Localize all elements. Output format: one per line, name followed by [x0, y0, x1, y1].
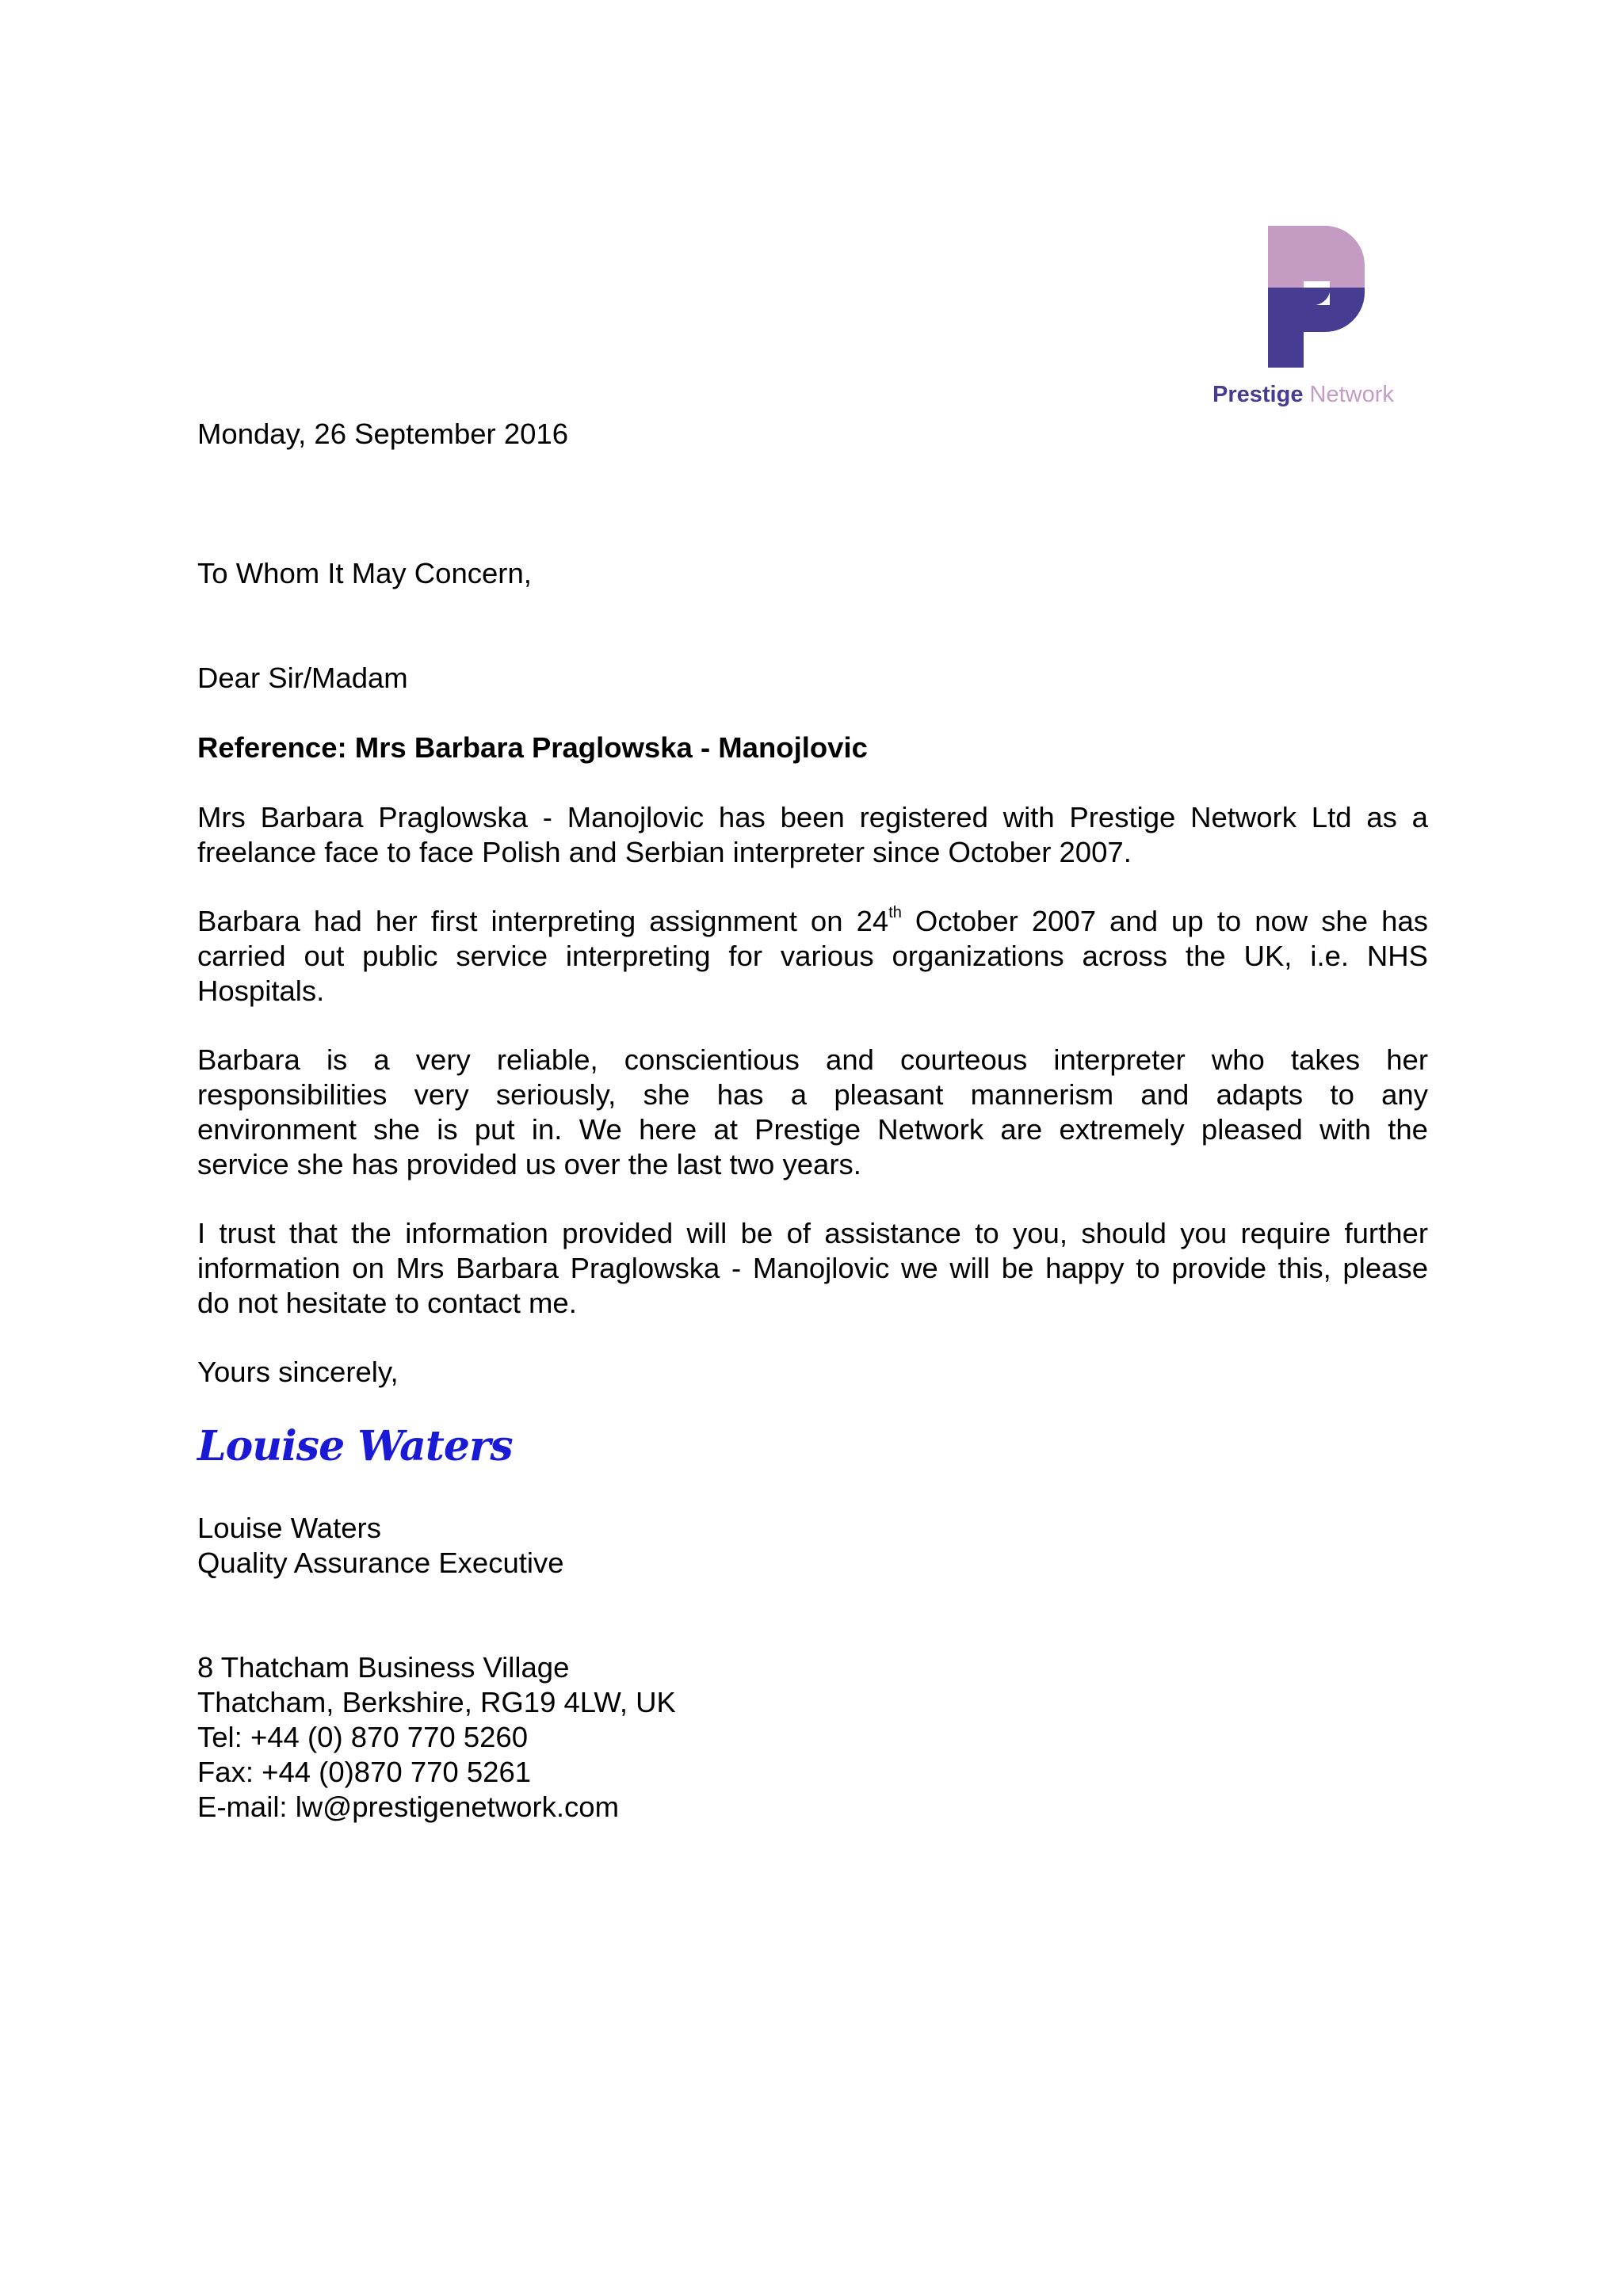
paragraph-line: freelance face to face Polish and Serbian interpreter since October 2007.	[197, 836, 1132, 868]
paragraph-4	[197, 1216, 1428, 1321]
paragraph-line: I trust that the information provided will be of assistance to you, should you require further	[197, 1217, 1428, 1249]
p-monogram-icon	[1268, 226, 1371, 368]
signatory-title: Quality Assurance Executive	[197, 1547, 564, 1579]
paragraph-line	[197, 904, 1428, 939]
general-salutation: To Whom It May Concern,	[197, 557, 532, 589]
paragraph-line: responsibilities very seriously, she has a pleasant mannerism and adapts to any	[197, 1078, 1428, 1111]
paragraph-line: carried out public service interpreting for various organizations across the UK, i.e. NHS	[197, 940, 1428, 972]
text-segment: Barbara had her first interpreting assignment on 24	[197, 905, 889, 937]
signatory-name: Louise Waters	[197, 1512, 381, 1544]
email: E-mail: lw@prestigenetwork.com	[197, 1791, 619, 1823]
paragraph-1	[197, 800, 1428, 870]
telephone: Tel: +44 (0) 870 770 5260	[197, 1721, 529, 1753]
logo-word-prestige: Prestige	[1212, 382, 1304, 407]
handwritten-signature: Louise Waters	[197, 1422, 513, 1470]
address-line-1: 8 Thatcham Business Village	[197, 1651, 570, 1684]
paragraph-line: service she has provided us over the last two years.	[197, 1148, 861, 1180]
logo-word-network: Network	[1309, 382, 1394, 407]
ordinal-suffix: th	[888, 903, 902, 921]
address-line-2: Thatcham, Berkshire, RG19 4LW, UK	[197, 1686, 676, 1718]
paragraph-line: environment she is put in. We here at Prestige Network are extremely pleased with the	[197, 1113, 1428, 1146]
text-segment: October 2007 and up to now she has	[901, 905, 1428, 937]
prestige-network-logo	[1197, 226, 1434, 424]
salutation: Dear Sir/Madam	[197, 662, 408, 694]
paragraph-2	[197, 904, 1428, 1009]
reference-line: Reference: Mrs Barbara Praglowska - Manojlovic	[197, 731, 868, 764]
paragraph-3	[197, 1043, 1428, 1182]
fax: Fax: +44 (0)870 770 5261	[197, 1756, 532, 1788]
closing: Yours sincerely,	[197, 1356, 399, 1388]
paragraph-line: Hospitals.	[197, 974, 325, 1007]
paragraph-line: do not hesitate to contact me.	[197, 1287, 577, 1319]
letter-date: Monday, 26 September 2016	[197, 418, 569, 450]
logo-wordmark	[1212, 382, 1394, 408]
paragraph-line: Barbara is a very reliable, conscientious and courteous interpreter who takes her	[197, 1043, 1428, 1076]
paragraph-line: information on Mrs Barbara Praglowska - Manojlovic we will be happy to provide this, please	[197, 1252, 1428, 1284]
paragraph-line: Mrs Barbara Praglowska - Manojlovic has been registered with Prestige Network Ltd as a	[197, 801, 1428, 833]
